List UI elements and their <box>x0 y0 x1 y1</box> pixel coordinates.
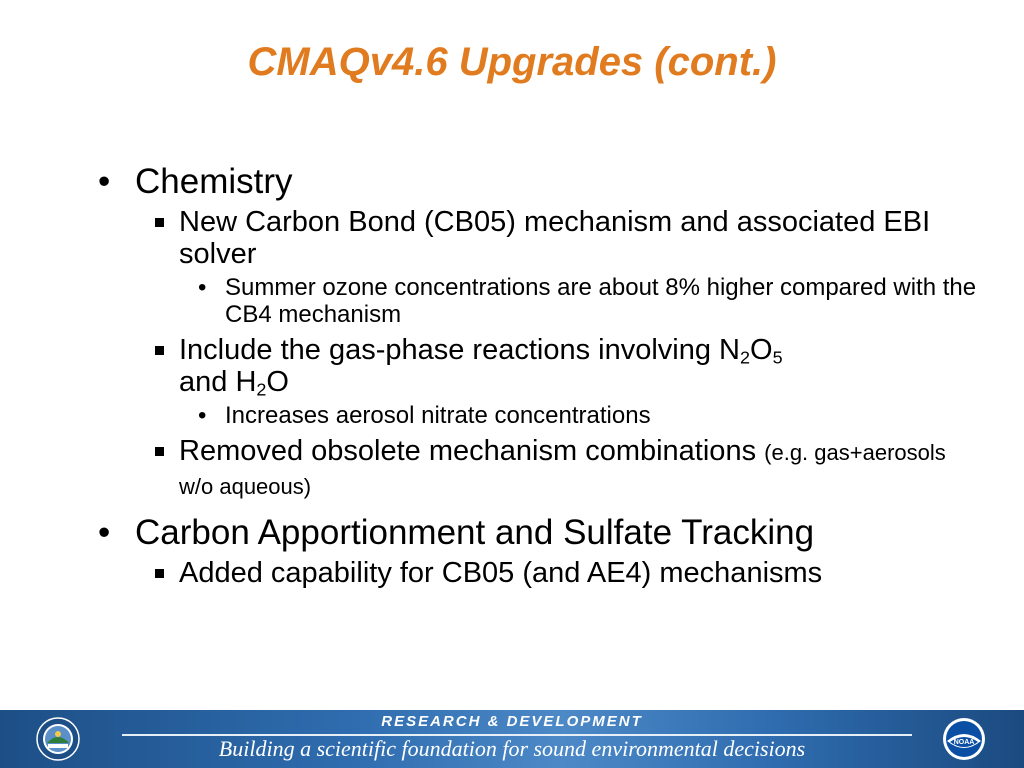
gas-phase-sub-5: 5 <box>772 347 783 368</box>
sub-bullet-removed <box>98 435 978 503</box>
noaa-logo-icon <box>942 717 986 761</box>
epa-seal-icon <box>36 717 80 761</box>
bullet-dot: • <box>98 162 111 201</box>
bullet-chemistry <box>98 162 978 202</box>
gas-phase-text-b: O <box>750 334 773 366</box>
sub-sub-bullet-nitrate <box>98 402 978 429</box>
footer-heading: RESEARCH & DEVELOPMENT <box>381 713 643 730</box>
slide-title: CMAQv4.6 Upgrades (cont.) <box>247 40 777 84</box>
gas-phase-text-d: O <box>266 366 289 398</box>
sub-sub-bullet-ozone-text: Summer ozone concentrations are about 8% higher compared with the CB4 mechanism <box>225 274 977 328</box>
bullet-chemistry-label: Chemistry <box>135 162 293 201</box>
bullet-dot: • <box>198 402 207 429</box>
bullet-carbon <box>98 513 978 553</box>
square-bullet-icon <box>155 447 164 456</box>
square-bullet-icon <box>155 569 164 578</box>
bullet-carbon-label: Carbon Apportionment and Sulfate Tracking <box>135 513 815 552</box>
bullet-dot: • <box>198 274 207 301</box>
sub-bullet-added <box>98 557 978 589</box>
sub-sub-bullet-nitrate-text: Increases aerosol nitrate concentrations <box>225 402 651 429</box>
sub-bullet-cb05-text: New Carbon Bond (CB05) mechanism and associated EBI solver <box>179 206 931 270</box>
bullet-dot: • <box>98 513 111 552</box>
sub-bullet-removed-note: (e.g. gas+aerosols w/o aqueous) <box>179 440 946 499</box>
gas-phase-text-a: Include the gas-phase reactions involving N <box>179 334 740 366</box>
gas-phase-sub-2a: 2 <box>740 347 750 368</box>
square-bullet-icon <box>155 346 164 355</box>
gas-phase-text-c: and H <box>179 366 257 398</box>
sub-bullet-gas-phase <box>98 334 978 398</box>
square-bullet-icon <box>155 218 164 227</box>
sub-bullet-removed-text: Removed obsolete mechanism combinations <box>179 435 765 467</box>
noaa-logo-text: NOAA <box>953 739 975 746</box>
sub-bullet-cb05 <box>98 206 978 270</box>
slide-content <box>98 162 978 589</box>
footer-tagline: Building a scientific foundation for sound environmental decisions <box>218 736 806 761</box>
gas-phase-sub-2b: 2 <box>256 379 267 400</box>
sub-sub-bullet-ozone <box>98 274 978 328</box>
footer-banner <box>0 710 1024 768</box>
sub-bullet-added-text: Added capability for CB05 (and AE4) mechanisms <box>179 557 823 589</box>
